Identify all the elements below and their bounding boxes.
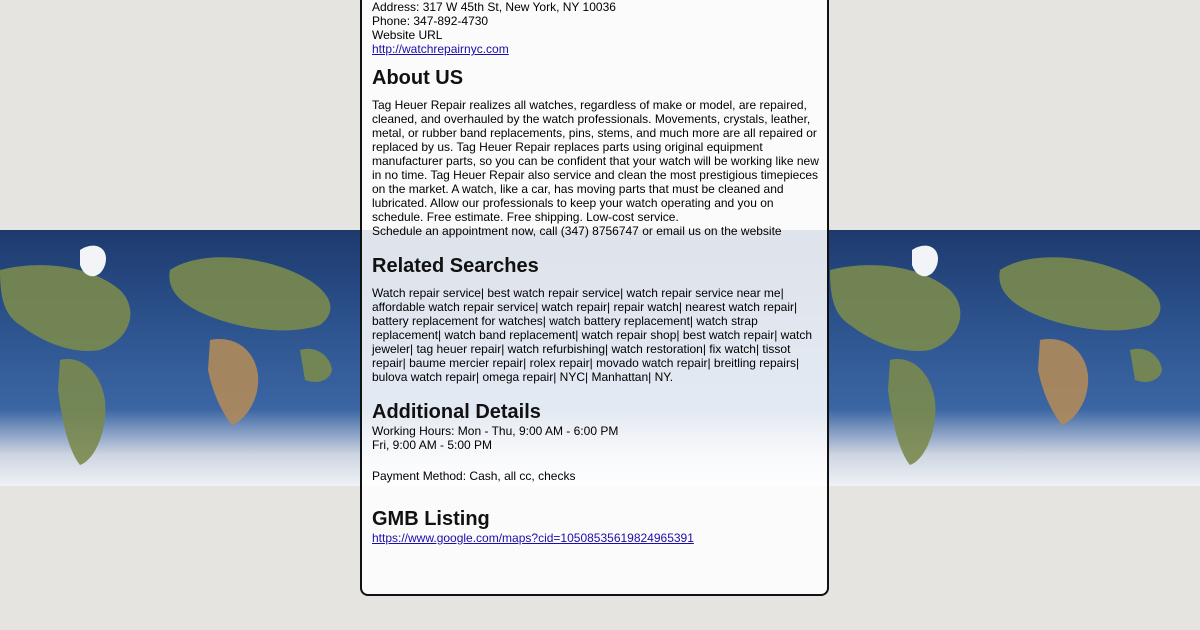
- about-body: [372, 98, 822, 238]
- about-text: Tag Heuer Repair realizes all watches, regardless of make or model, are repaired, cleaned, and overhauled by the watch professionals. Movements, crystals, leather, metal, or rubber band replacements, pins, stems, and much more are all repaired or replaced by us. Tag Heuer Repair replaces parts using original equipment manufacturer parts, so you can be confident that your watch will be working like new in no time. Tag Heuer Repair also service and clean the most prestigious timepieces on the market. A watch, like a car, has moving parts that must be cleaned and lubricated. Allow our professionals to keep your watch operating and you on schedule. Free estimate. Free shipping. Low-cost service.: [372, 98, 819, 224]
- payment-method-row: [372, 469, 822, 483]
- about-heading: About US: [372, 67, 464, 89]
- related-searches-text: Watch repair service| best watch repair service| watch repair service near me| affordable watch repair service| watch repair| repair watch| nearest watch repair| battery replacement for watches| watch battery replacement| watch strap replacement| watch band replacement| watch repair shop| best watch repair| watch jeweler| tag heuer repair| watch refurbishing| watch restoration| fix watch| tissot repair| baume mercier repair| rolex repair| movado watch repair| breitling repairs| bulova watch repair| omega repair| NYC| Manhattan| NY.: [372, 286, 813, 384]
- gmb-section: [372, 507, 822, 545]
- working-hours-friday: Fri, 9:00 AM - 5:00 PM: [372, 438, 493, 452]
- additional-details-heading: Additional Details: [372, 401, 541, 423]
- about-section: [372, 66, 822, 238]
- payment-method-label: Payment Method:: [372, 469, 467, 483]
- business-info-card: [360, 0, 829, 596]
- contact-section: [372, 0, 822, 56]
- gmb-link[interactable]: https://www.google.com/maps?cid=10508535619824965391: [372, 531, 694, 545]
- phone-text: Phone: 347-892-4730: [372, 14, 489, 28]
- related-searches-list: [372, 286, 822, 384]
- payment-method-value: Cash, all cc, checks: [469, 469, 576, 483]
- related-searches-heading: Related Searches: [372, 255, 539, 277]
- address-text: Address: 317 W 45th St, New York, NY 10036: [372, 0, 616, 14]
- website-label: Website URL: [372, 28, 443, 42]
- gmb-heading: GMB Listing: [372, 508, 490, 530]
- about-schedule-text: Schedule an appointment now, call (347) 8756747 or email us on the website: [372, 224, 782, 238]
- additional-details-section: [372, 400, 822, 483]
- website-link[interactable]: http://watchrepairnyc.com: [372, 42, 509, 56]
- related-searches-section: [372, 254, 822, 384]
- working-hours-weekdays: Working Hours: Mon - Thu, 9:00 AM - 6:00 PM: [372, 424, 619, 438]
